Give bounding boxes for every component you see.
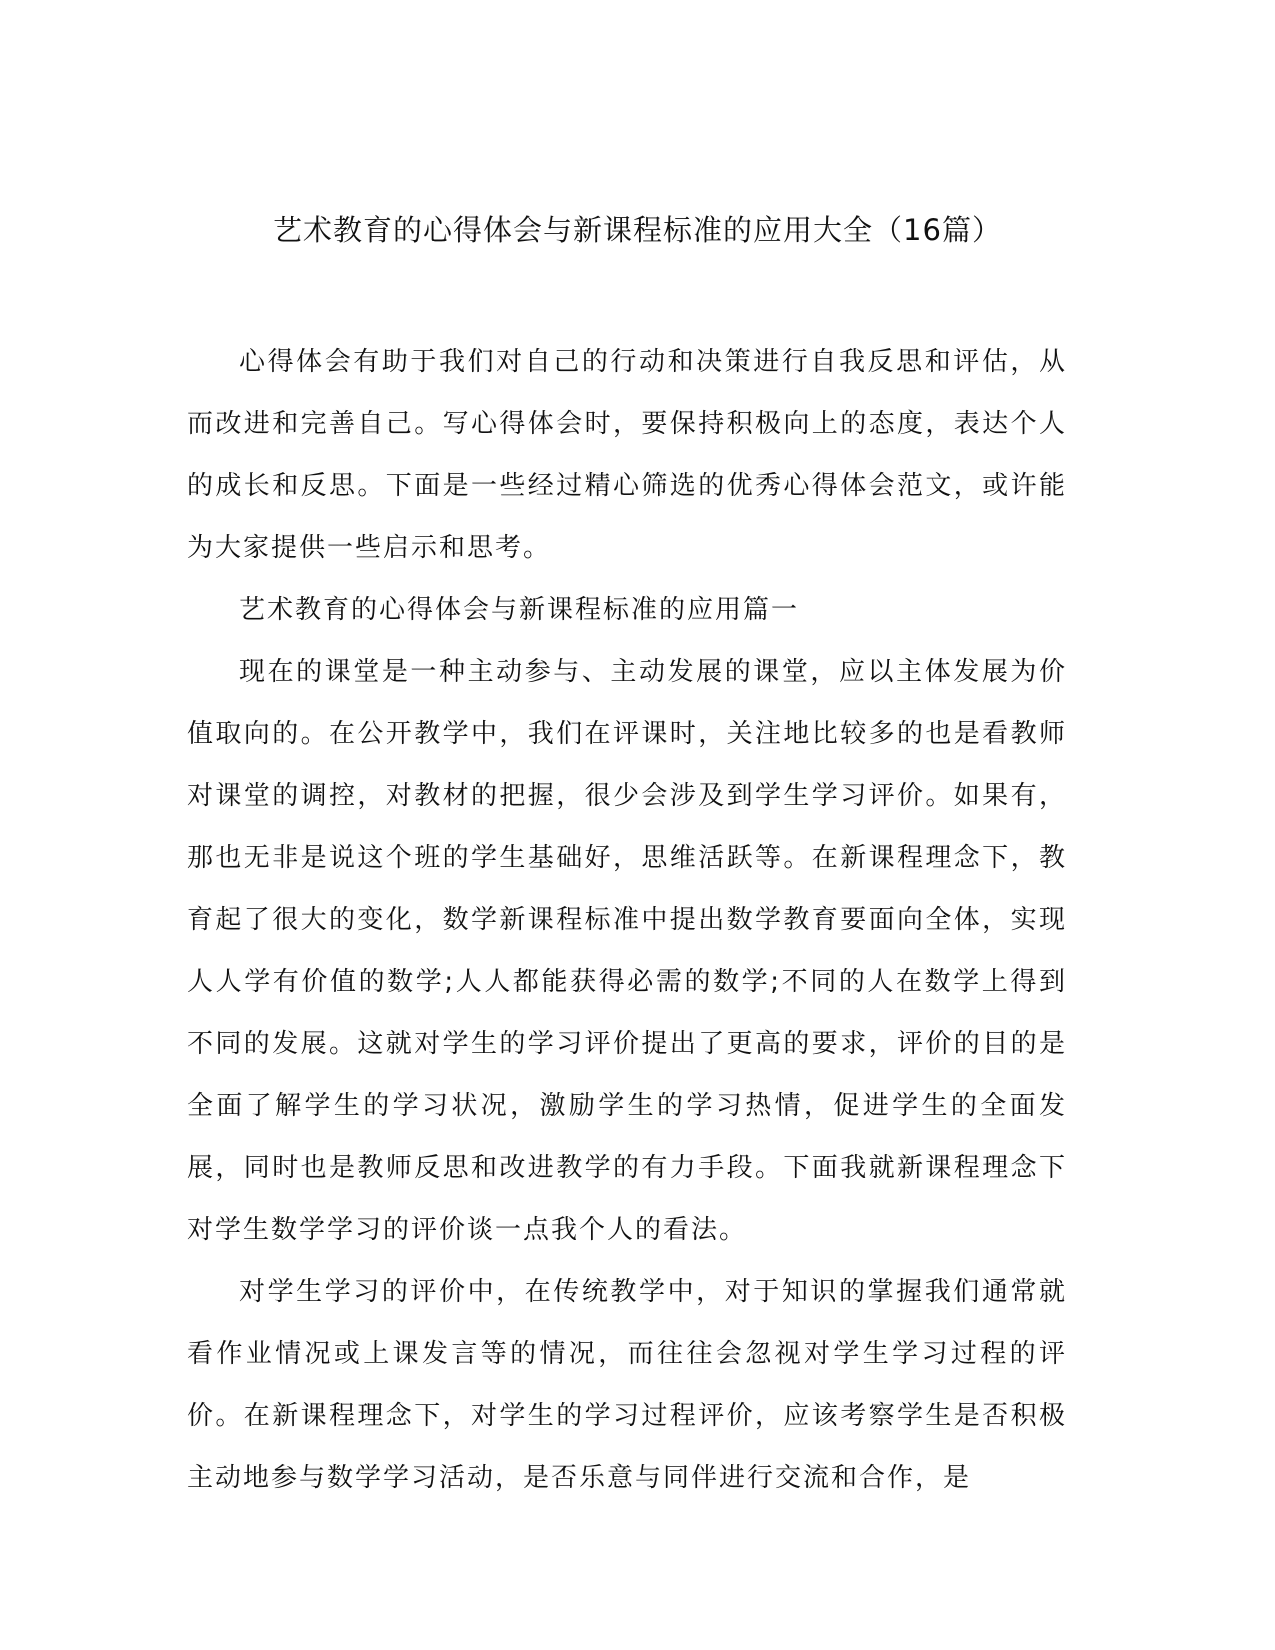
intro-paragraph: 心得体会有助于我们对自己的行动和决策进行自我反思和评估，从而改进和完善自己。写心得体会时，要保持积极向上的态度，表达个人的成长和反思。下面是一些经过精心筛选的优秀心得体会范文，或许能为大家提供一些启示和思考。 <box>187 347 1067 563</box>
body-paragraph: 对学生学习的评价中，在传统教学中，对于知识的掌握我们通常就看作业情况或上课发言等的情况，而往往会忽视对学生学习过程的评价。在新课程理念下，对学生的学习过程评价，应该考察学生是否积极主动地参与数学学习活动，是否乐意与同伴进行交流和合作，是 <box>187 1277 1067 1493</box>
document-body <box>187 331 1067 1509</box>
body-paragraph: 现在的课堂是一种主动参与、主动发展的课堂，应以主体发展为价值取向的。在公开教学中，我们在评课时，关注地比较多的也是看教师对课堂的调控，对教材的把握，很少会涉及到学生学习评价。如果有，那也无非是说这个班的学生基础好，思维活跃等。在新课程理念下，教育起了很大的变化，数学新课程标准中提出数学教育要面向全体，实现人人学有价值的数学;人人都能获得必需的数学;不同的人在数学上得到不同的发展。这就对学生的学习评价提出了更高的要求，评价的目的是全面了解学生的学习状况，激励学生的学习热情，促进学生的全面发展，同时也是教师反思和改进教学的有力手段。下面我就新课程理念下对学生数学学习的评价谈一点我个人的看法。 <box>187 657 1067 1245</box>
section-heading: 艺术教育的心得体会与新课程标准的应用篇一 <box>239 595 800 625</box>
document-title: 艺术教育的心得体会与新课程标准的应用大全（16篇） <box>273 213 1002 247</box>
